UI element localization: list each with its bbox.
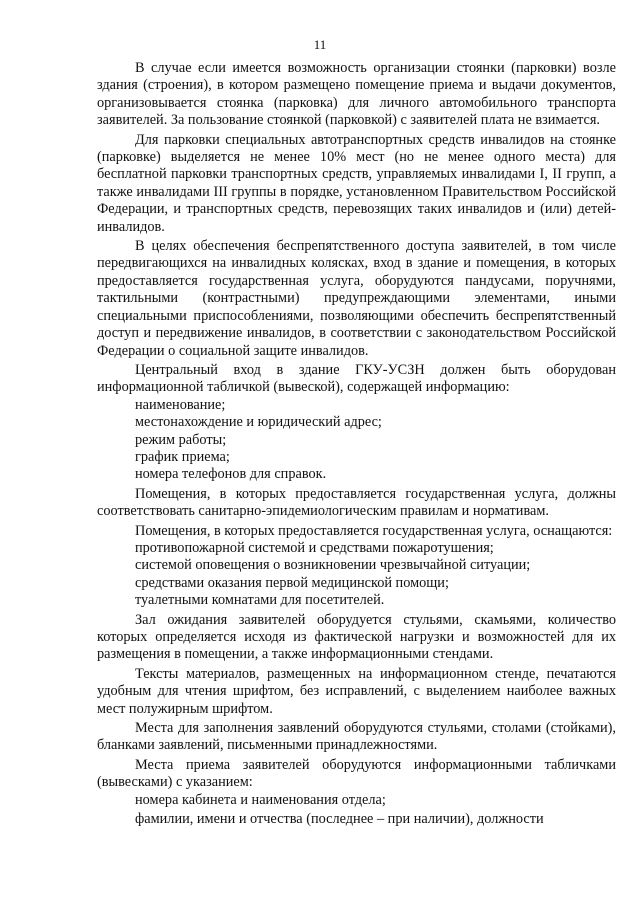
paragraph: Для парковки специальных автотранспортных средств инвалидов на стоянке (парковке) выделяется не менее 10% мест (но не менее одного места) для бесплатной парковки транспортных средств, управляемых инвалидами I, II групп, а также инвалидами III группы в порядке, установленном Правительством Российской Федерации, и транспортных средств, перевозящих таких инвалидов и (или) детей-инвалидов.: [97, 131, 616, 235]
list-item: режим работы;: [135, 431, 227, 448]
list-item: туалетными комнатами для посетителей.: [135, 592, 385, 609]
list-item: наименование;: [135, 396, 226, 413]
paragraph: Центральный вход в здание ГКУ-УСЗН должен быть оборудован информационной табличкой (вывеской), содержащей информацию:: [97, 361, 616, 396]
page-number: 11: [313, 37, 327, 52]
list-item: противопожарной системой и средствами пожаротушения;: [135, 539, 494, 556]
list-item: номера кабинета и наименования отдела;: [135, 791, 386, 808]
paragraph: Зал ожидания заявителей оборудуется стульями, скамьями, количество которых определяется исходя из фактической нагрузки и возможностей для их размещения в помещении, а также информационными стендами.: [97, 611, 616, 663]
paragraph: В случае если имеется возможность организации стоянки (парковки) возле здания (строения), в котором размещено помещение приема и выдачи документов, организовывается стоянка (парковка) для личного автомобильного транспорта заявителей. За пользование стоянкой (парковкой) с заявителей плата не взимается.: [97, 60, 616, 129]
list-item: местонахождение и юридический адрес;: [135, 414, 382, 431]
document-body: [97, 60, 616, 828]
paragraph: В целях обеспечения беспрепятственного доступа заявителей, в том числе передвигающихся на инвалидных колясках, вход в здание и помещения, в которых предоставляется государственная услуга, оборудуются пандусами, поручнями, тактильными (контрастными) предупреждающими элементами, иными специальными приспособлениями, позволяющими обеспечить беспрепятственный доступ и передвижение инвалидов, в соответствии с законодательством Российской Федерации о социальной защите инвалидов.: [97, 238, 616, 359]
list-item: номера телефонов для справок.: [135, 466, 327, 483]
list-item: график приема;: [135, 448, 230, 465]
paragraph: Места приема заявителей оборудуются информационными табличками (вывесками) с указанием:: [97, 756, 616, 791]
paragraph: Помещения, в которых предоставляется государственная услуга, должны соответствовать санитарно-эпидемиологическим правилам и нормативам.: [97, 485, 616, 520]
paragraph: Помещения, в которых предоставляется государственная услуга, оснащаются:: [135, 522, 613, 539]
paragraph: Тексты материалов, размещенных на информационном стенде, печатаются удобным для чтения шрифтом, без исправлений, с выделением наиболее важных мест полужирным шрифтом.: [97, 665, 616, 717]
list-item: средствами оказания первой медицинской помощи;: [135, 574, 449, 591]
list-item: системой оповещения о возникновении чрезвычайной ситуации;: [135, 557, 531, 574]
paragraph: Места для заполнения заявлений оборудуются стульями, столами (стойками), бланками заявлений, письменными принадлежностями.: [97, 720, 616, 754]
paragraph: фамилии, имени и отчества (последнее – при наличии), должности: [135, 811, 544, 828]
